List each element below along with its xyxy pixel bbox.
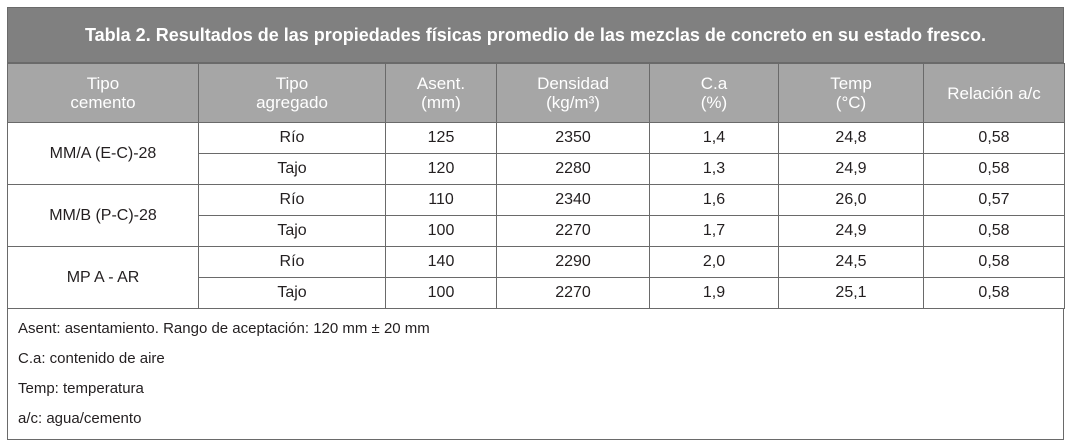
temp-cell: 24,5	[779, 247, 924, 278]
agregado-cell: Río	[199, 185, 386, 216]
cemento-cell: MP A - AR	[8, 247, 199, 309]
ca-cell: 2,0	[650, 247, 779, 278]
relacion-cell: 0,58	[924, 123, 1065, 154]
header-tipo-cemento: Tipo cemento	[8, 64, 199, 123]
densidad-cell: 2350	[497, 123, 650, 154]
table-row	[8, 185, 1065, 216]
ca-cell: 1,9	[650, 278, 779, 309]
ca-cell: 1,3	[650, 154, 779, 185]
header-tipo-agregado: Tipo agregado	[199, 64, 386, 123]
cemento-cell: MM/A (E-C)-28	[8, 123, 199, 185]
ca-cell: 1,7	[650, 216, 779, 247]
note-temperatura: Temp: temperatura	[18, 380, 144, 397]
relacion-cell: 0,58	[924, 278, 1065, 309]
table-row	[8, 123, 1065, 154]
densidad-cell: 2290	[497, 247, 650, 278]
header-relacion-ac: Relación a/c	[924, 64, 1065, 123]
results-table-container	[7, 7, 1064, 440]
asent-cell: 125	[386, 123, 497, 154]
agregado-cell: Río	[199, 123, 386, 154]
asent-cell: 140	[386, 247, 497, 278]
relacion-cell: 0,58	[924, 216, 1065, 247]
asent-cell: 100	[386, 216, 497, 247]
relacion-cell: 0,58	[924, 247, 1065, 278]
note-asentamiento: Asent: asentamiento. Rango de aceptación: 120 mm ± 20 mm	[18, 320, 430, 337]
densidad-cell: 2340	[497, 185, 650, 216]
ca-cell: 1,4	[650, 123, 779, 154]
header-asentamiento: Asent. (mm)	[386, 64, 497, 123]
cemento-cell: MM/B (P-C)-28	[8, 185, 199, 247]
note-contenido-aire: C.a: contenido de aire	[18, 350, 165, 367]
temp-cell: 25,1	[779, 278, 924, 309]
densidad-cell: 2270	[497, 278, 650, 309]
table-title: Tabla 2. Resultados de las propiedades físicas promedio de las mezclas de concreto en su estado fresco.	[7, 7, 1064, 63]
temp-cell: 24,9	[779, 154, 924, 185]
header-densidad: Densidad (kg/m³)	[497, 64, 650, 123]
relacion-cell: 0,58	[924, 154, 1065, 185]
header-temperatura: Temp (°C)	[779, 64, 924, 123]
asent-cell: 100	[386, 278, 497, 309]
agregado-cell: Río	[199, 247, 386, 278]
results-table	[7, 63, 1065, 309]
ca-cell: 1,6	[650, 185, 779, 216]
agregado-cell: Tajo	[199, 216, 386, 247]
table-row	[8, 247, 1065, 278]
densidad-cell: 2270	[497, 216, 650, 247]
asent-cell: 120	[386, 154, 497, 185]
temp-cell: 24,9	[779, 216, 924, 247]
note-agua-cemento: a/c: agua/cemento	[18, 410, 142, 427]
header-row	[8, 64, 1065, 123]
header-contenido-aire: C.a (%)	[650, 64, 779, 123]
temp-cell: 26,0	[779, 185, 924, 216]
table-notes	[7, 309, 1064, 440]
densidad-cell: 2280	[497, 154, 650, 185]
asent-cell: 110	[386, 185, 497, 216]
temp-cell: 24,8	[779, 123, 924, 154]
agregado-cell: Tajo	[199, 154, 386, 185]
agregado-cell: Tajo	[199, 278, 386, 309]
relacion-cell: 0,57	[924, 185, 1065, 216]
